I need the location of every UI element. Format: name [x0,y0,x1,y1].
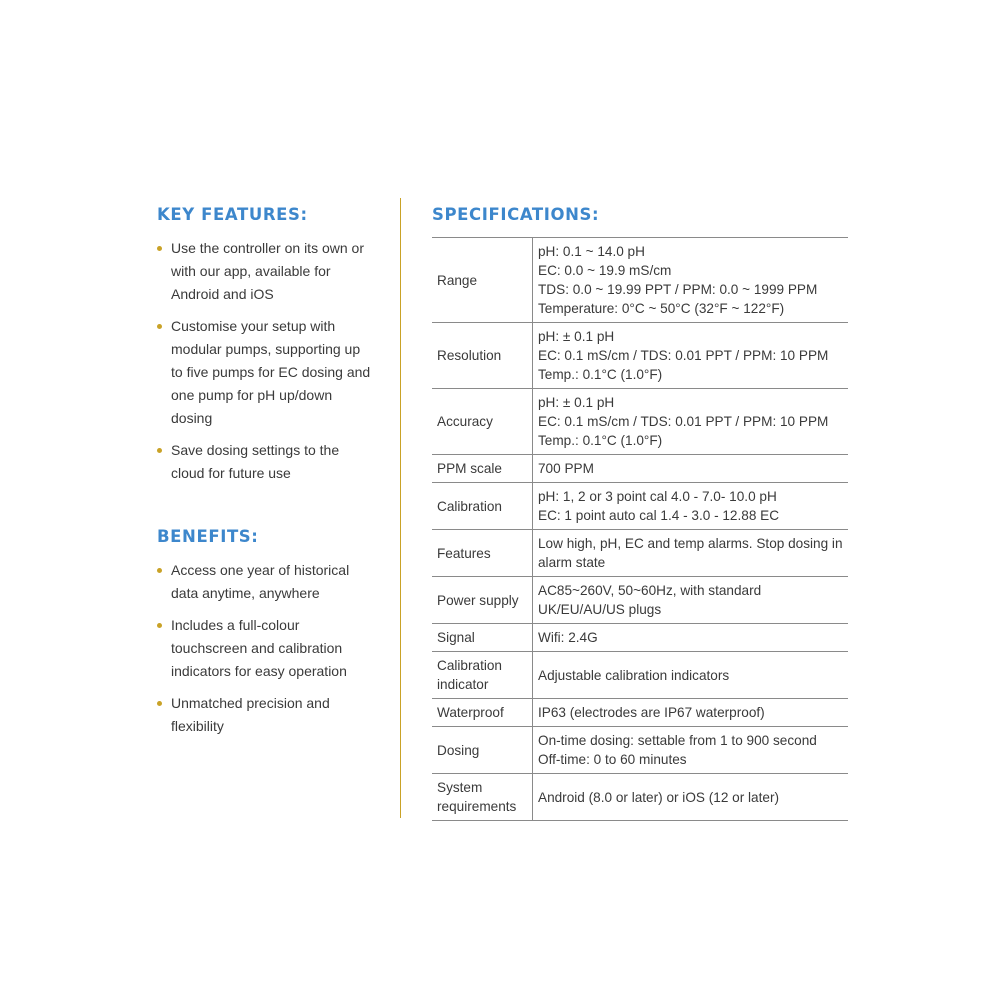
spec-label: Calibration indicator [432,652,533,699]
spec-label: System requirements [432,774,533,821]
spec-value-line: EC: 0.0 ~ 19.9 mS/cm [538,263,672,278]
table-row [432,774,848,821]
table-row [432,624,848,652]
spec-label: Features [432,530,533,577]
spec-value-line: Off-time: 0 to 60 minutes [538,752,687,767]
spec-value-line: pH: 0.1 ~ 14.0 pH [538,244,645,259]
table-row [432,652,848,699]
table-row [432,455,848,483]
key-features-list [157,237,372,485]
list-item [157,315,372,430]
spec-value [533,624,849,652]
spec-value-line: Android (8.0 or later) or iOS (12 or later) [538,789,780,805]
list-item [157,614,372,683]
spec-value-line: 700 PPM [538,461,594,476]
spec-value-line: On-time dosing: settable from 1 to 900 second [538,733,817,748]
spec-value-line: EC: 0.1 mS/cm / TDS: 0.01 PPT / PPM: 10 PPM [538,414,829,429]
spec-value-line: pH: ± 0.1 pH [538,329,615,344]
table-row [432,530,848,577]
table-row [432,238,848,323]
spec-value-line: pH: ± 0.1 pH [538,395,615,410]
spec-value [533,577,849,624]
spec-label: Signal [432,624,533,652]
spec-label: Dosing [432,727,533,774]
spec-label: Power supply [432,577,533,624]
benefits-section [157,527,372,738]
table-row [432,323,848,389]
list-item [157,439,372,485]
left-column [157,205,372,747]
list-item-text: Save dosing settings to the cloud for future use [171,442,340,481]
spec-value-line: Adjustable calibration indicators [538,667,730,683]
spec-value-line: Temperature: 0°C ~ 50°C (32°F ~ 122°F) [538,301,785,316]
list-item-text: Unmatched precision and flexibility [171,695,330,734]
bullet-icon [157,324,162,329]
list-item-text: Access one year of historical data anytime, anywhere [171,562,350,601]
bullet-icon [157,448,162,453]
spec-label: Waterproof [432,699,533,727]
spec-value [533,530,849,577]
spec-label: Resolution [432,323,533,389]
spec-label: Calibration [432,483,533,530]
table-row [432,727,848,774]
list-item [157,559,372,605]
spec-value-line: EC: 1 point auto cal 1.4 - 3.0 - 12.88 EC [538,508,780,523]
right-column [432,205,848,821]
spec-value [533,323,849,389]
spec-value [533,455,849,483]
spec-value-line: Low high, pH, EC and temp alarms. Stop dosing in alarm state [538,536,843,570]
bullet-icon [157,246,162,251]
spec-value-line: AC85~260V, 50~60Hz, with standard UK/EU/AU/US plugs [538,583,762,617]
spec-value [533,699,849,727]
key-features-heading: KEY FEATURES: [157,205,308,224]
table-row [432,699,848,727]
benefits-list [157,559,372,738]
spec-value-line: TDS: 0.0 ~ 19.99 PPT / PPM: 0.0 ~ 1999 PPM [538,282,818,297]
spec-value-line: Temp.: 0.1°C (1.0°F) [538,367,663,382]
spec-value-line: IP63 (electrodes are IP67 waterproof) [538,705,765,720]
spec-value-line: pH: 1, 2 or 3 point cal 4.0 - 7.0- 10.0 pH [538,489,777,504]
column-divider [400,198,401,818]
spec-label: Accuracy [432,389,533,455]
specifications-table [432,237,848,821]
list-item [157,237,372,306]
bullet-icon [157,701,162,706]
benefits-heading: BENEFITS: [157,527,259,546]
spec-value [533,774,849,821]
spec-value [533,483,849,530]
table-row [432,483,848,530]
bullet-icon [157,568,162,573]
list-item-text: Includes a full-colour touchscreen and calibration indicators for easy operation [171,617,347,679]
spec-value [533,652,849,699]
spec-value [533,727,849,774]
list-item-text: Use the controller on its own or with our app, available for Android and iOS [171,240,364,302]
specifications-heading: SPECIFICATIONS: [432,205,600,224]
spec-label: Range [432,238,533,323]
spec-value-line: Temp.: 0.1°C (1.0°F) [538,433,663,448]
spec-value-line: Wifi: 2.4G [538,630,598,645]
table-row [432,389,848,455]
spec-value [533,389,849,455]
table-row [432,577,848,624]
spec-value [533,238,849,323]
bullet-icon [157,623,162,628]
list-item-text: Customise your setup with modular pumps, supporting up to five pumps for EC dosing and one pump for pH up/down dosing [171,318,371,426]
spec-label: PPM scale [432,455,533,483]
spec-value-line: EC: 0.1 mS/cm / TDS: 0.01 PPT / PPM: 10 PPM [538,348,829,363]
list-item [157,692,372,738]
